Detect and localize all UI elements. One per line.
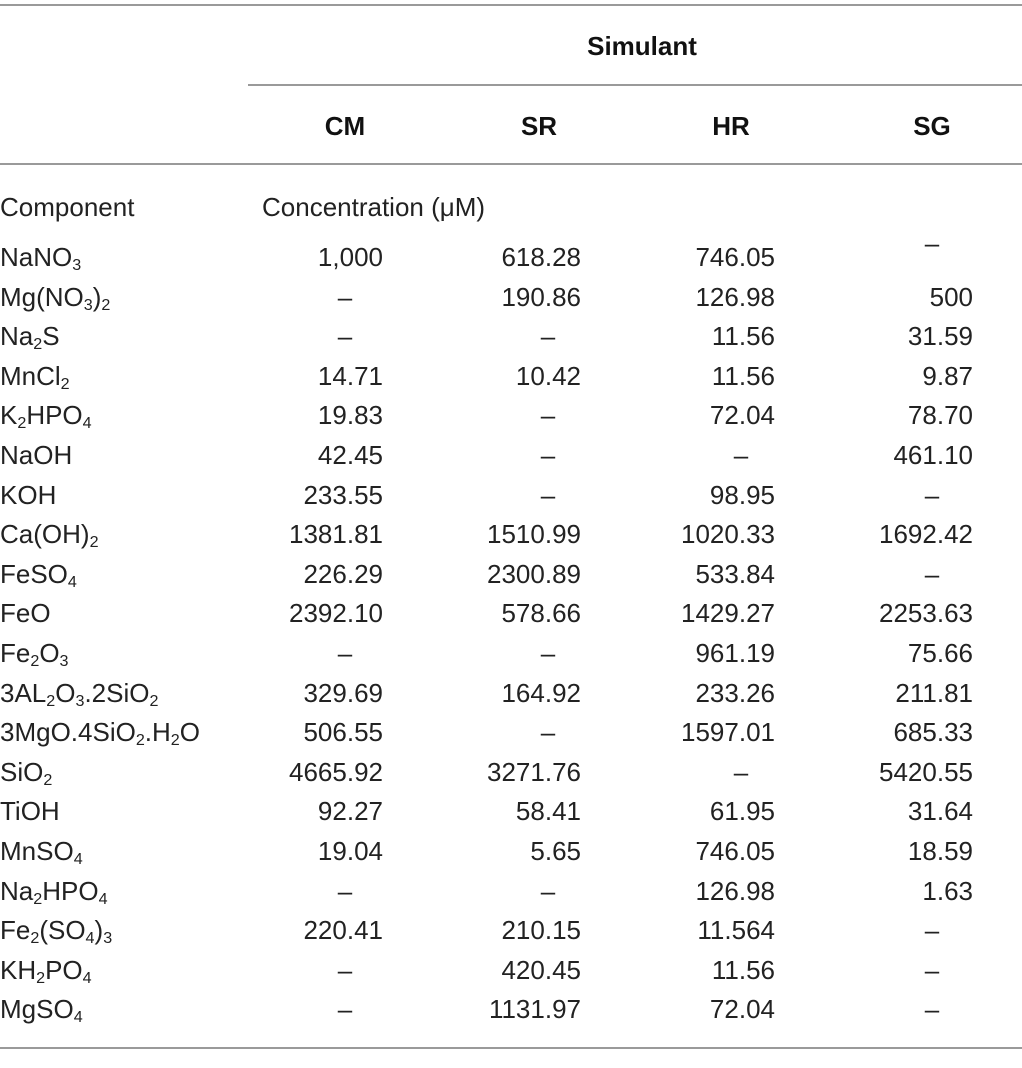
value-cell-cm: 329.69 xyxy=(303,677,383,708)
component-name: NaNO$_3$ xyxy=(0,242,82,275)
component-name: $3MgO.4SiO_2.H_2O$ xyxy=(0,717,200,750)
value-cell-cm: 233.55 xyxy=(303,479,383,510)
value-cell-hr: 746.05 xyxy=(695,836,775,866)
value-cell-sr: – xyxy=(540,440,556,470)
column-header-sr: SR xyxy=(520,111,558,141)
value-cell-cm: – xyxy=(337,954,353,985)
value-cell-sg: 5420.55 xyxy=(879,756,973,787)
value-cell-hr: 233.26 xyxy=(695,677,775,708)
value-cell-sr: 578.66 xyxy=(501,598,581,629)
value-cell-sg: 1692.42 xyxy=(879,519,973,550)
value-cell-sr: 210.15 xyxy=(501,915,581,946)
component-name: $Mg(NO_3)_2$ xyxy=(0,281,111,314)
value-cell-cm: – xyxy=(337,994,353,1025)
component-name: $K_2HPO_4$ xyxy=(0,400,92,433)
component-name: NaOH xyxy=(0,440,73,470)
value-cell-cm: 220.41 xyxy=(303,915,383,946)
value-cell-hr: 126.98 xyxy=(695,875,775,906)
value-cell-cm: 226.29 xyxy=(303,558,383,589)
value-cell-hr: 11.56 xyxy=(711,954,775,985)
value-cell-hr: 61.95 xyxy=(709,796,775,827)
value-cell-sr: 2300.89 xyxy=(487,558,581,589)
value-cell-sr: – xyxy=(540,400,556,431)
value-cell-sr: – xyxy=(540,717,556,748)
value-cell-cm: 19.83 xyxy=(317,400,383,431)
bottom-rule xyxy=(0,1047,1022,1049)
value-cell-sr: – xyxy=(540,479,556,510)
value-cell-sr: 5.65 xyxy=(530,836,581,866)
component-name: KOH xyxy=(0,479,57,510)
value-cell-cm: – xyxy=(337,875,353,906)
value-cell-cm: 92.27 xyxy=(317,796,383,827)
value-cell-cm: 42.45 xyxy=(317,440,383,470)
value-cell-cm: – xyxy=(337,638,353,668)
value-cell-cm: 4665.92 xyxy=(289,756,383,787)
value-cell-sg: – xyxy=(924,915,940,946)
value-cell-cm: – xyxy=(337,281,353,312)
component-name: $KH_2PO_4$ xyxy=(0,954,92,987)
component-name: $Ca(OH)_2$ xyxy=(0,519,99,552)
component-name: $Fe_2O_3$ xyxy=(0,638,69,671)
value-cell-sr: 3271.76 xyxy=(487,756,581,787)
value-cell-sg: 18.59 xyxy=(907,836,973,866)
value-cell-sg: – xyxy=(924,558,940,589)
component-name: FeO xyxy=(0,598,51,629)
value-cell-sg: 9.87 xyxy=(922,360,973,391)
value-cell-sr: 420.45 xyxy=(501,954,581,985)
value-cell-hr: – xyxy=(733,440,749,470)
value-cell-sg: – xyxy=(924,479,940,510)
value-cell-sr: – xyxy=(540,875,556,906)
component-name: $Na_2HPO_4$ xyxy=(0,875,108,908)
value-cell-cm: – xyxy=(337,321,353,352)
value-cell-sr: 164.92 xyxy=(501,677,581,708)
value-cell-sr: 618.28 xyxy=(501,242,581,272)
component-name: MnCl$_2$ xyxy=(0,360,70,393)
column-header-cm: CM xyxy=(324,111,366,141)
value-cell-sr: 10.42 xyxy=(515,360,581,391)
value-cell-hr: 1597.01 xyxy=(681,717,775,748)
value-cell-sg: 1.63 xyxy=(922,875,973,906)
value-cell-hr: 11.56 xyxy=(711,360,775,391)
value-cell-sg: 2253.63 xyxy=(879,598,973,629)
value-cell-hr: 1020.33 xyxy=(681,519,775,550)
value-cell-sg: 78.70 xyxy=(907,400,973,431)
group-underline xyxy=(248,84,1022,86)
component-name: SiO$_2$ xyxy=(0,756,53,789)
value-cell-cm: 19.04 xyxy=(317,836,383,866)
value-cell-hr: 11.564 xyxy=(697,915,775,946)
value-cell-sr: – xyxy=(540,638,556,668)
component-name: MnSO$_4$ xyxy=(0,836,83,869)
value-cell-cm: 506.55 xyxy=(303,717,383,748)
value-cell-sg: – xyxy=(924,994,940,1025)
unit-label: Concentration (μM) xyxy=(262,192,486,222)
value-cell-sr: – xyxy=(540,321,556,352)
top-rule xyxy=(0,4,1022,6)
value-cell-sg: 211.81 xyxy=(895,677,973,708)
component-name: $Na_2S$ xyxy=(0,321,60,354)
value-cell-hr: 746.05 xyxy=(695,242,775,272)
value-cell-sg: 31.59 xyxy=(907,321,973,352)
column-header-hr: HR xyxy=(712,111,750,141)
value-cell-cm: 1,000 xyxy=(317,242,383,272)
value-cell-hr: 98.95 xyxy=(709,479,775,510)
component-label: Component xyxy=(0,192,135,222)
value-cell-sr: 1510.99 xyxy=(487,519,581,550)
value-cell-sg: – xyxy=(924,228,940,258)
value-cell-hr: 72.04 xyxy=(709,994,775,1025)
value-cell-cm: 14.71 xyxy=(317,360,383,391)
component-name: MgSO$_4$ xyxy=(0,994,83,1027)
value-cell-sg: 500 xyxy=(929,281,973,312)
value-cell-sr: 1131.97 xyxy=(488,994,581,1025)
header-rule xyxy=(0,163,1022,165)
component-name: TiOH xyxy=(0,796,60,827)
component-name: $Fe_2(SO_4)_3$ xyxy=(0,915,113,948)
component-name: FeSO$_4$ xyxy=(0,558,77,591)
component-name: $3AL_2O_3.2SiO_2$ xyxy=(0,677,159,710)
value-cell-hr: 1429.27 xyxy=(681,598,775,629)
value-cell-hr: – xyxy=(733,756,749,787)
value-cell-sg: 75.66 xyxy=(907,638,973,668)
value-cell-hr: 72.04 xyxy=(709,400,775,431)
value-cell-cm: 2392.10 xyxy=(289,598,383,629)
column-header-sg: SG xyxy=(913,111,951,141)
value-cell-hr: 11.56 xyxy=(711,321,775,352)
value-cell-sg: 685.33 xyxy=(893,717,973,748)
simulant-group-header: Simulant xyxy=(587,31,697,61)
value-cell-sg: – xyxy=(924,954,940,985)
value-cell-hr: 126.98 xyxy=(695,281,775,312)
value-cell-hr: 533.84 xyxy=(695,558,775,589)
value-cell-sr: 190.86 xyxy=(501,281,581,312)
value-cell-cm: 1381.81 xyxy=(289,519,383,550)
value-cell-sr: 58.41 xyxy=(515,796,581,827)
value-cell-sg: 461.10 xyxy=(893,440,973,470)
value-cell-sg: 31.64 xyxy=(907,796,973,827)
value-cell-hr: 961.19 xyxy=(695,638,775,668)
